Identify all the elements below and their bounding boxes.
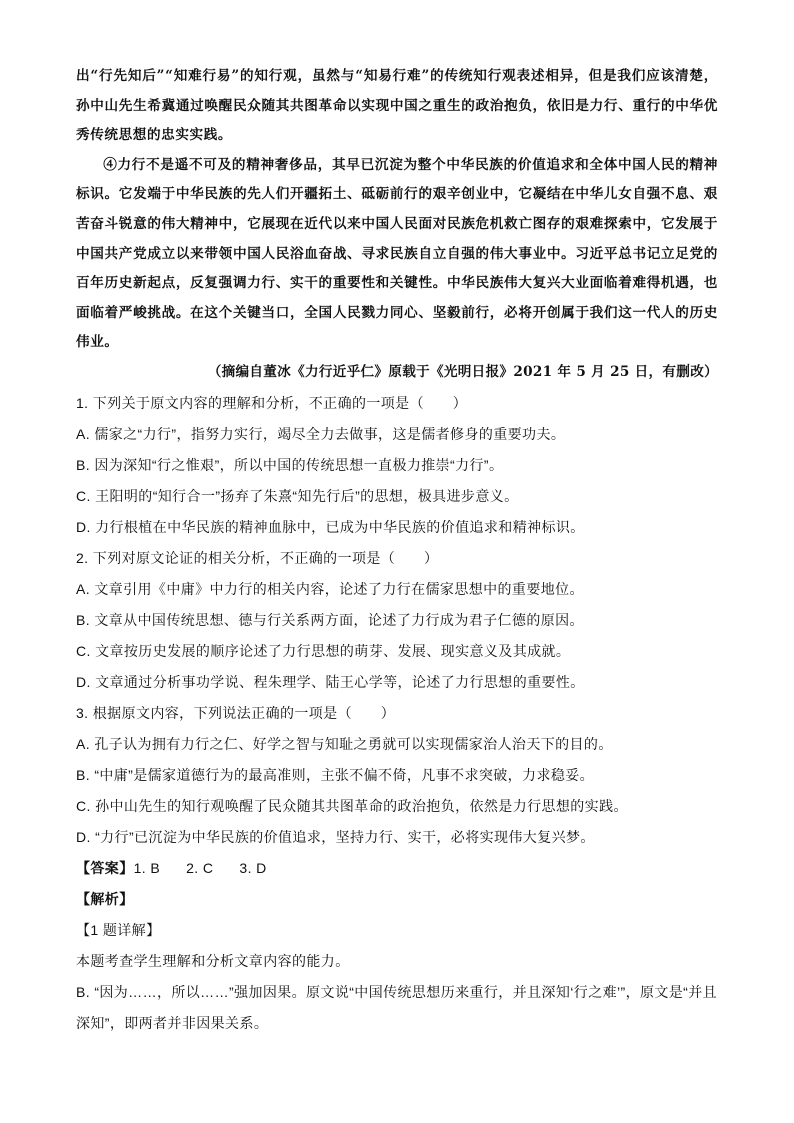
- option-b: B. “中庸”是儒家道德行为的最高准则，主张不偏不倚，凡事不求突破，力求稳妥。: [76, 766, 595, 783]
- analysis-intro: 本题考查学生理解和分析文章内容的能力。: [76, 952, 350, 969]
- question-2: [76, 543, 718, 698]
- answer-3: 3. D: [239, 859, 267, 876]
- answer-section: [76, 853, 718, 1039]
- answer-line: [76, 853, 718, 884]
- analysis-option-b: B. “因为……，所以……”强加因果。原文说“中国传统思想历来重行，并且深知‘行之难’”，原文是“并且深知”，即两者并非因果关系。: [76, 983, 718, 1031]
- option-c: C. 王阳明的“知行合一”扬弃了朱熹“知先行后”的思想，极具进步意义。: [76, 487, 519, 504]
- option-c: C. 孙中山先生的知行观唤醒了民众随其共图革命的政治抱负，依然是力行思想的实践。: [76, 797, 628, 814]
- answer-label: 【答案】: [76, 859, 134, 876]
- option-a: A. 文章引用《中庸》中力行的相关内容，论述了力行在儒家思想中的重要地位。: [76, 580, 584, 597]
- option-d: D. 力行根植在中华民族的精神血脉中，已成为中华民族的价值追求和精神标识。: [76, 518, 585, 535]
- question-3: [76, 698, 718, 853]
- question-1: [76, 388, 718, 543]
- option-d: D. 文章通过分析事功学说、程朱理学、陆王心学等，论述了力行思想的重要性。: [76, 673, 585, 690]
- passage-source: （摘编自董冰《力行近乎仁》原载于《光明日报》2021 年 5 月 25 日，有删改）: [207, 363, 718, 380]
- option-c: C. 文章按历史发展的顺序论述了力行思想的萌芽、发展、现实意义及其成就。: [76, 642, 571, 659]
- option-a: A. 孔子认为拥有力行之仁、好学之智与知耻之勇就可以实现儒家治人治天下的目的。: [76, 735, 613, 752]
- option-d: D. “力行”已沉淀为中华民族的价值追求，坚持力行、实干，必将实现伟大复兴梦。: [76, 828, 595, 845]
- passage-paragraph-3-end: 出“行先知后”“知难行易”的知行观，虽然与“知易行难”的传统知行观表述相异，但是我们应该清楚，孙中山先生希冀通过唤醒民众随其共图革命以实现中国之重生的政治抱负，依旧是力行、重行的中华优秀传统思想的忠实实践。: [76, 68, 718, 144]
- option-b: B. 文章从中国传统思想、德与行关系两方面，论述了力行成为君子仁德的原因。: [76, 611, 584, 628]
- analysis-label: 【解析】: [76, 890, 134, 907]
- question-stem: 2. 下列对原文论证的相关分析，不正确的一项是（ ）: [76, 549, 439, 566]
- answer-1: 1. B: [133, 859, 161, 876]
- question-stem: 3. 根据原文内容，下列说法正确的一项是（ ）: [76, 704, 396, 721]
- option-a: A. 儒家之“力行”，指努力实行，竭尽全力去做事，这是儒者修身的重要功夫。: [76, 425, 566, 442]
- passage: [76, 62, 718, 358]
- analysis-detail-label: 【1 题详解】: [76, 921, 161, 938]
- passage-paragraph-4: ④力行不是遥不可及的精神奢侈品，其早已沉淀为整个中华民族的价值追求和全体中国人民的精神标识。它发端于中华民族的先人们开疆拓土、砥砺前行的艰辛创业中，它凝结在中华儿女自强不息、艰苦奋斗锐意的伟大精神中，它展现在近代以来中国人民面对民族危机救亡图存的艰难探索中，它发展于中国共产党成立以来带领中国人民浴血奋战、寻求民族自立自强的伟大事业中。习近平总书记立足党的百年历史新起点，反复强调力行、实干的重要性和关键性。中华民族伟大复兴大业面临着难得机遇，也面临着严峻挑战。在这个关键当口，全国人民戮力同心、坚毅前行，必将开创属于我们这一代人的历史伟业。: [76, 156, 718, 351]
- question-stem: 1. 下列关于原文内容的理解和分析，不正确的一项是（ ）: [76, 394, 468, 411]
- answer-2: 2. C: [186, 859, 214, 876]
- option-b: B. 因为深知“行之惟艰”，所以中国的传统思想一直极力推崇“力行”。: [76, 456, 504, 473]
